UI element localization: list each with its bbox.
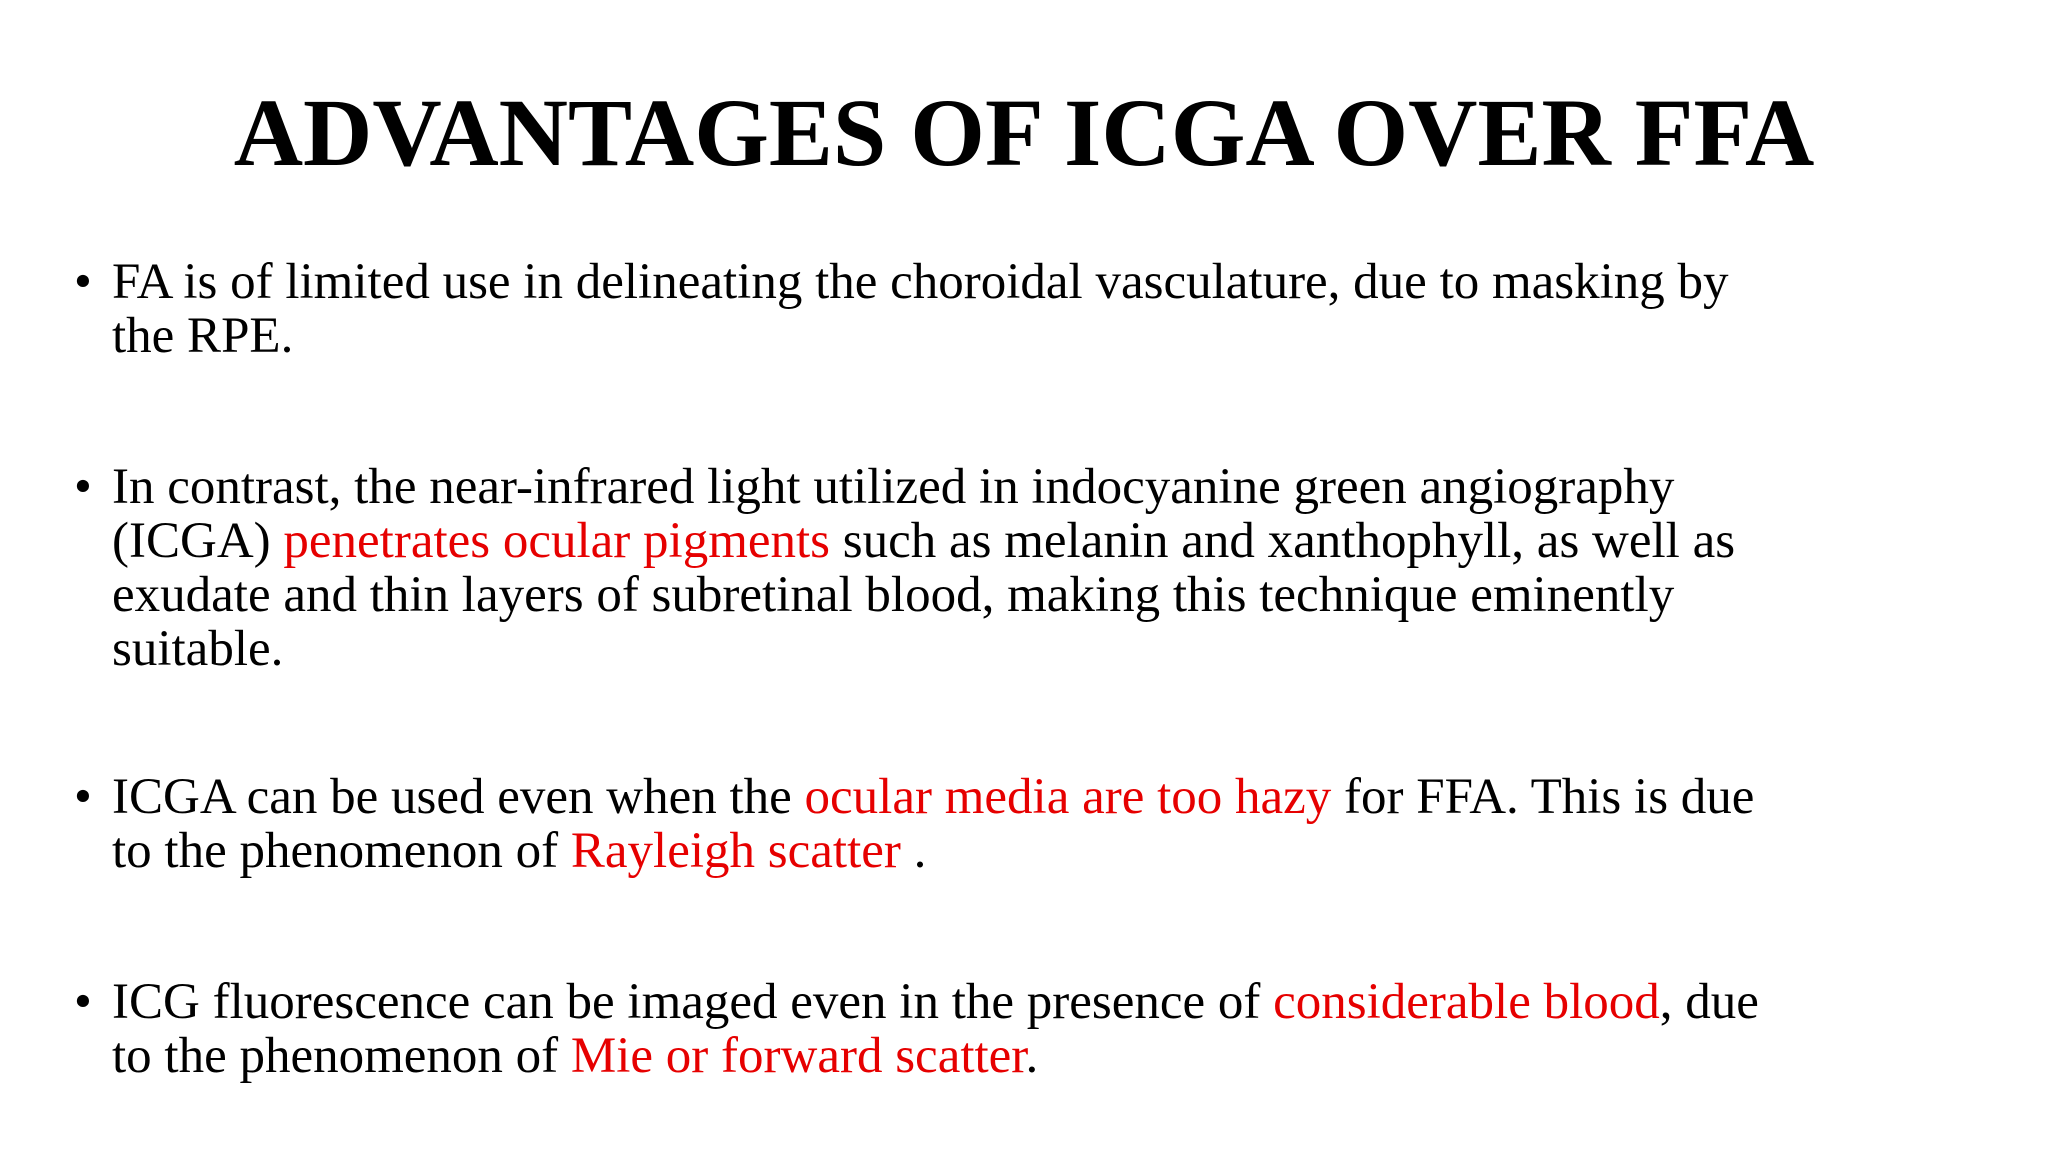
bullet-text: for FFA. This is due [1331, 769, 1755, 825]
bullet-text: suitable. [112, 621, 284, 677]
bullet-marker: • [74, 459, 92, 515]
bullet-text: . [900, 823, 927, 879]
bullet-marker: • [74, 254, 92, 310]
bullet-item [74, 254, 1992, 364]
highlighted-text: penetrates ocular pigments [283, 513, 831, 569]
bullet-text: ICG fluorescence can be imaged even in the presence of [112, 974, 1274, 1030]
bullet-item [74, 769, 1992, 879]
bullet-item [74, 974, 1992, 1084]
bullet-text: (ICGA) [112, 513, 284, 569]
bullet-item [74, 459, 1992, 677]
slide-title: ADVANTAGES OF ICGA OVER FFA [233, 79, 1815, 186]
highlighted-text: Rayleigh scatter [570, 823, 901, 879]
bullet-text: In contrast, the near-infrared light utilized in indocyanine green angiography [112, 459, 1675, 515]
bullet-text: , due [1659, 974, 1759, 1030]
bullet-text: to the phenomenon of [112, 823, 571, 879]
bullet-text: . [1025, 1028, 1039, 1084]
highlighted-text: ocular media are too hazy [804, 769, 1332, 825]
bullet-text: the RPE. [112, 308, 294, 364]
bullet-text: to the phenomenon of [112, 1028, 571, 1084]
highlighted-text: Mie or forward scatter [570, 1028, 1026, 1084]
bullet-text: ICGA can be used even when the [112, 769, 805, 825]
highlighted-text: considerable blood [1273, 974, 1660, 1030]
bullet-marker: • [74, 769, 92, 825]
bullet-text: exudate and thin layers of subretinal blood, making this technique eminently [112, 567, 1675, 623]
bullet-text: such as melanin and xanthophyll, as well as [830, 513, 1736, 569]
bullet-marker: • [74, 974, 92, 1030]
bullet-text: FA is of limited use in delineating the choroidal vasculature, due to masking by [112, 254, 1729, 310]
